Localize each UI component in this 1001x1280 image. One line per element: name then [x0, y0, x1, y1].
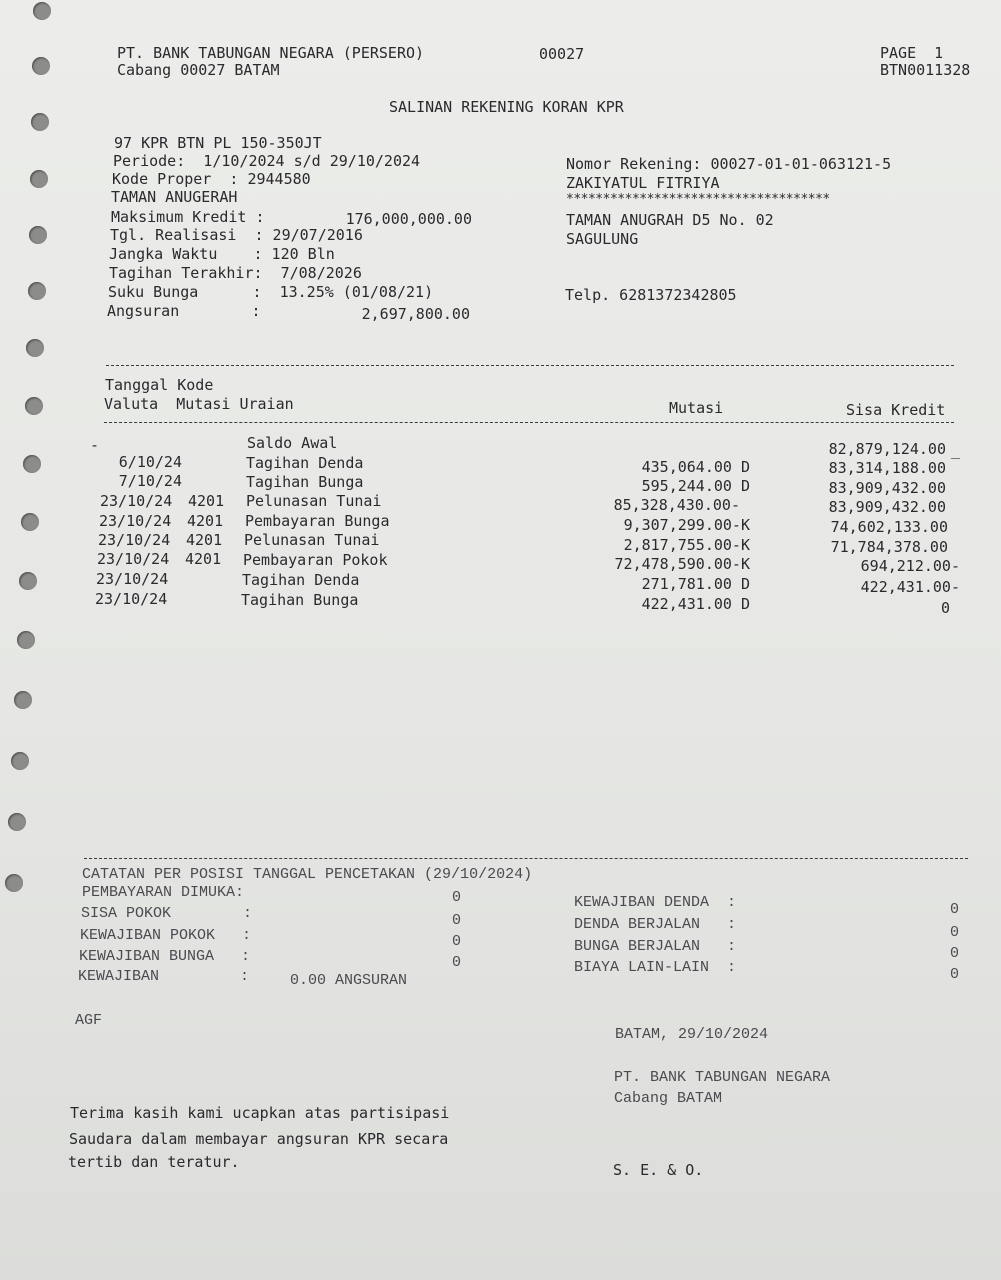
- last-bill: Tagihan Terakhir: 7/08/2026: [109, 264, 362, 282]
- transaction-amount: 595,244.00 D: [641, 477, 750, 495]
- table-top-rule: [106, 365, 954, 366]
- transaction-date: 23/10/24: [100, 492, 173, 510]
- kewajiban-label: KEWAJIBAN :: [78, 968, 250, 985]
- signature-branch: Cabang BATAM: [614, 1090, 723, 1107]
- note-label: BUNGA BERJALAN :: [574, 938, 737, 955]
- feed-hole-icon: [8, 813, 26, 831]
- thanks-line-2: Saudara dalam membayar angsuran KPR secara: [69, 1130, 449, 1148]
- note-label: KEWAJIBAN POKOK :: [80, 927, 252, 944]
- feed-hole-icon: [19, 572, 37, 590]
- transaction-balance: 71,784,378.00: [830, 538, 948, 556]
- note-label: BIAYA LAIN-LAIN :: [574, 959, 737, 976]
- branch-name: Cabang 00027 BATAM: [117, 61, 280, 79]
- transaction-amount: 422,431.00 D: [641, 595, 750, 613]
- feed-hole-icon: [31, 113, 49, 131]
- note-value: 0: [452, 889, 462, 906]
- transaction-date: 23/10/24: [97, 550, 170, 568]
- note-label: KEWAJIBAN DENDA :: [574, 894, 737, 911]
- note-value: 0: [950, 966, 960, 983]
- transaction-balance: 83,909,432.00: [828, 498, 946, 516]
- notes-title: CATATAN PER POSISI TANGGAL PENCETAKAN (29/10/2024): [82, 866, 533, 883]
- transaction-desc: Pelunasan Tunai: [246, 492, 382, 510]
- transaction-balance: 74,602,133.00: [830, 518, 948, 536]
- transaction-amount: 435,064.00 D: [641, 458, 750, 476]
- transaction-code: 4201: [188, 492, 225, 510]
- column-header-sisa-kredit: Sisa Kredit: [846, 401, 946, 419]
- transaction-desc: Tagihan Denda: [246, 454, 364, 472]
- transaction-code: 4201: [187, 512, 224, 530]
- tractor-feed-holes: [0, 0, 50, 1280]
- installment-value: 2,697,800.00: [361, 305, 470, 323]
- transaction-desc: Pembayaran Pokok: [243, 551, 388, 569]
- note-value: 0: [452, 954, 462, 971]
- project-name: TAMAN ANUGERAH: [111, 188, 238, 206]
- branch-code: 00027: [539, 45, 585, 63]
- interest-rate: Suku Bunga : 13.25% (01/08/21): [108, 283, 434, 301]
- customer-address-line2: SAGULUNG: [566, 230, 639, 248]
- feed-hole-icon: [5, 874, 23, 892]
- thanks-line-1: Terima kasih kami ucapkan atas partisipasi: [70, 1104, 450, 1122]
- transaction-balance: 82,879,124.00: [828, 440, 946, 458]
- transaction-date: 23/10/24: [98, 531, 171, 549]
- table-header-rule: [104, 422, 954, 423]
- column-header-tanggal-kode: Tanggal Kode: [105, 376, 214, 394]
- transaction-amount: 9,307,299.00-K: [623, 516, 750, 534]
- notes-top-rule: [84, 858, 968, 859]
- note-value: 0: [950, 924, 960, 941]
- transaction-balance: 0: [940, 599, 950, 617]
- bank-name: PT. BANK TABUNGAN NEGARA (PERSERO): [117, 44, 425, 62]
- max-credit-label: Maksimum Kredit :: [111, 208, 265, 226]
- transaction-code: 4201: [185, 550, 222, 568]
- installment-label: Angsuran :: [107, 302, 261, 320]
- page-title: SALINAN REKENING KORAN KPR: [389, 98, 624, 116]
- thanks-line-3: tertib dan teratur.: [68, 1153, 240, 1171]
- row-marker: _: [951, 441, 961, 459]
- transaction-code: 4201: [186, 531, 223, 549]
- print-place-date: BATAM, 29/10/2024: [615, 1026, 769, 1043]
- transaction-amount: 72,478,590.00-K: [614, 555, 750, 573]
- feed-hole-icon: [25, 397, 43, 415]
- max-credit-value: 176,000,000.00: [345, 210, 472, 228]
- row-marker: -: [90, 436, 100, 454]
- transaction-balance: 694,212.00-: [860, 557, 960, 575]
- note-label: DENDA BERJALAN :: [574, 916, 737, 933]
- feed-hole-icon: [33, 2, 51, 20]
- operator-code: AGF: [75, 1012, 103, 1029]
- transaction-amount: 271,781.00 D: [641, 575, 750, 593]
- account-number: Nomor Rekening: 00027-01-01-063121-5: [566, 155, 892, 173]
- page-number: PAGE 1: [880, 44, 944, 62]
- transaction-date: 23/10/24: [95, 590, 168, 608]
- realization-date: Tgl. Realisasi : 29/07/2016: [110, 226, 363, 244]
- note-label: PEMBAYARAN DIMUKA:: [82, 884, 245, 901]
- loan-term: Jangka Waktu : 120 Bln: [109, 245, 335, 263]
- note-label: SISA POKOK :: [81, 905, 253, 922]
- feed-hole-icon: [21, 513, 39, 531]
- transaction-date: 6/10/24: [118, 453, 182, 471]
- feed-hole-icon: [11, 752, 29, 770]
- transaction-balance: 83,909,432.00: [828, 479, 946, 497]
- feed-hole-icon: [30, 170, 48, 188]
- period: Periode: 1/10/2024 s/d 29/10/2024: [113, 152, 421, 170]
- transaction-desc: Tagihan Bunga: [241, 591, 359, 609]
- transaction-desc: Saldo Awal: [247, 434, 338, 452]
- transaction-balance: 422,431.00-: [860, 578, 960, 596]
- feed-hole-icon: [17, 631, 35, 649]
- customer-phone: Telp. 6281372342805: [565, 286, 737, 304]
- transaction-desc: Pelunasan Tunai: [244, 531, 380, 549]
- transaction-amount: 2,817,755.00-K: [623, 536, 750, 554]
- transaction-balance: 83,314,188.00: [828, 459, 946, 477]
- feed-hole-icon: [29, 226, 47, 244]
- product-name: 97 KPR BTN PL 150-350JT: [114, 134, 322, 152]
- note-value: 0: [950, 945, 960, 962]
- note-label: KEWAJIBAN BUNGA :: [79, 948, 251, 965]
- transaction-desc: Pembayaran Bunga: [245, 512, 390, 530]
- kewajiban-value: 0.00 ANGSURAN: [290, 972, 408, 989]
- transaction-date: 23/10/24: [96, 570, 169, 588]
- transaction-amount: 85,328,430.00-: [613, 496, 740, 514]
- errors-omissions-note: S. E. & O.: [613, 1161, 704, 1179]
- note-value: 0: [452, 912, 462, 929]
- column-header-valuta-uraian: Valuta Mutasi Uraian: [104, 395, 294, 413]
- feed-hole-icon: [23, 455, 41, 473]
- transaction-date: 23/10/24: [99, 512, 172, 530]
- asterisk-separator: ************************************: [566, 192, 830, 207]
- feed-hole-icon: [26, 339, 44, 357]
- transaction-desc: Tagihan Bunga: [246, 473, 364, 491]
- feed-hole-icon: [28, 282, 46, 300]
- transaction-desc: Tagihan Denda: [242, 571, 360, 589]
- feed-hole-icon: [32, 57, 50, 75]
- kode-proper: Kode Proper : 2944580: [112, 170, 311, 188]
- customer-address-line1: TAMAN ANUGRAH D5 No. 02: [566, 211, 774, 229]
- note-value: 0: [950, 901, 960, 918]
- note-value: 0: [452, 933, 462, 950]
- column-header-mutasi: Mutasi: [669, 399, 724, 417]
- customer-name: ZAKIYATUL FITRIYA: [566, 174, 720, 192]
- signature-bank: PT. BANK TABUNGAN NEGARA: [614, 1069, 831, 1086]
- feed-hole-icon: [14, 691, 32, 709]
- document-code: BTN0011328: [880, 61, 971, 79]
- transaction-date: 7/10/24: [118, 472, 182, 490]
